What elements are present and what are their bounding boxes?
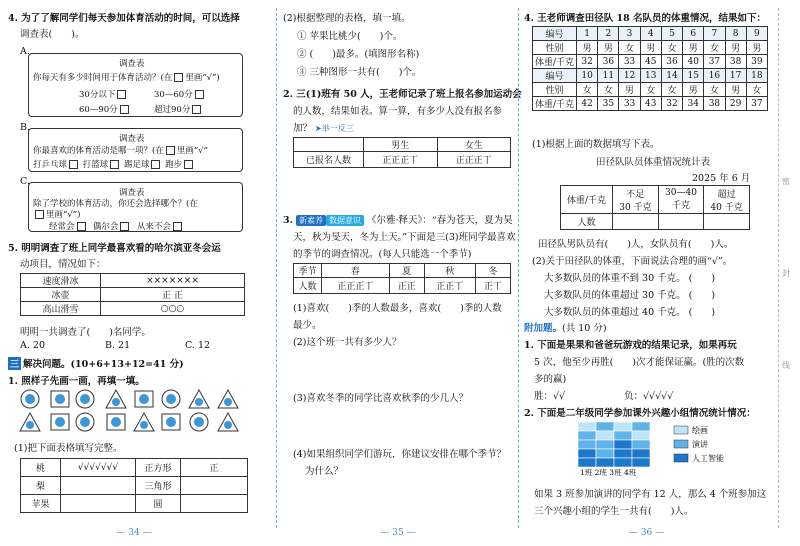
p2-line4: ③ 三种图形一共有( )个。 <box>297 67 422 78</box>
section-3-heading: 三 解决问题。(10+6+13+12=41 分) <box>10 359 184 370</box>
b2: 2. 下面是二年级同学参加课外兴趣小组情况统计情况： <box>524 408 756 419</box>
q5-ask: 明明一共调查了( )名同学。 <box>20 327 151 338</box>
survey-c-options: 经常会 偶尔会 从来不会 <box>49 220 184 232</box>
q3-line1: 3. 新素养 数据意识 《尔雅·释天》：“春为苍天，夏为昊 <box>283 215 513 226</box>
legend-painting: 绘画 <box>692 426 708 435</box>
b1-line3: 多的赢) <box>534 374 567 385</box>
grid-cell <box>596 431 614 440</box>
p2-line1: (2)根据整理的表格，填一填。 <box>283 13 411 24</box>
q3-sub4b: 为什么？ <box>305 466 344 477</box>
b2-line1: 如果 3 班参加演讲的同学有 12 人，那么 4 个班参加这 <box>534 489 767 500</box>
q5-choice-a: A. 20 <box>20 340 45 351</box>
grid-cell <box>578 422 596 431</box>
class-labels: 1班 2班 3班 4班 <box>580 468 637 477</box>
q4-line2: 调查表( )。 <box>20 29 85 40</box>
s2: (2)关于田径队的体重，下面说法合理的画“√”。 <box>532 256 733 267</box>
q5-choice-b: B. 21 <box>105 340 131 351</box>
bonus-heading: 附加题。(共 10 分) <box>524 323 607 334</box>
side-mark-1: 密 <box>782 177 790 186</box>
grid-cell <box>596 449 614 458</box>
shapes-row-2 <box>20 413 238 431</box>
grid-cell <box>632 431 650 440</box>
q5-table: 速度滑冰 ××××××× 冰壶 正 正 高山滑雪 ○○○ <box>20 273 245 316</box>
q5-line1: 5. 明明调查了班上同学最喜欢看的哈尔滨亚冬会运 <box>8 243 221 254</box>
grid-cell <box>596 440 614 449</box>
grid-cell <box>578 431 596 440</box>
s2b: 大多数队员的体重超过 30 千克。 ( ) <box>544 290 716 301</box>
grid-cell <box>632 440 650 449</box>
b1-line1: 1. 下面是果果和爸爸玩游戏的结果记录，如果再玩 <box>524 340 737 351</box>
p2-line3: ② ( )最多。(填图形名称) <box>297 49 420 60</box>
survey-c <box>28 182 243 232</box>
q4-line1: 4. 王老师调查田径队 18 名队员的体重情况，结果如下： <box>524 13 767 24</box>
survey-a-opt3: 60—90分 <box>79 103 131 115</box>
q1: 1. 照样子先画一画，再填一填。 <box>8 376 145 387</box>
grid-cell <box>614 431 632 440</box>
shapes-row-1 <box>21 390 238 408</box>
q5-line2: 动项目，情况如下： <box>20 259 106 270</box>
q3-line2: 天，秋为旻天，冬为上天。”下面是三(3)班同学最喜欢 <box>293 232 516 243</box>
interest-grid <box>578 422 650 467</box>
q3-sub3: (3)喜欢冬季的同学比喜欢秋季的少几人？ <box>293 393 468 404</box>
page-34 <box>0 0 268 546</box>
q3-sub2: (2)这个班一共有多少人？ <box>293 337 402 348</box>
survey-a-opt1: 30分以下 <box>79 88 128 100</box>
q2-line1: 2. 三(1)班有 50 人，王老师记录了班上报名参加运动会 <box>283 89 522 100</box>
survey-a <box>28 53 243 117</box>
side-mark-3: 线 <box>782 361 790 370</box>
page-number: — 35 — <box>380 528 416 538</box>
survey-c-question2: 里画“√”) <box>33 208 80 220</box>
shapes-figure <box>18 388 263 434</box>
survey-a-opt2: 30—60分 <box>154 88 206 100</box>
s2c: 大多数队员的体重超过 40 千克。 ( ) <box>544 307 716 318</box>
grid-cell <box>632 449 650 458</box>
q3-sub4a: (4)如果组织同学们游玩，你建议安排在哪个季节？ <box>293 449 506 460</box>
q3-sub1a: (1)喜欢( )季的人数最多，喜欢( )季的人数 <box>293 303 502 314</box>
q3-sub1b: 最少。 <box>293 320 322 331</box>
q1-sub1: (1)把下面表格填写完整。 <box>14 443 123 454</box>
legend-ai: 人工智能 <box>692 454 724 463</box>
b1-win: 胜：√√ <box>534 391 566 402</box>
q3-line3: 的季节的调查情况。(每人只能选一个季节) <box>293 249 472 260</box>
option-a-label: A. <box>20 46 30 57</box>
q4-line1: 4. 为了了解同学们每天参加体育活动的时间，可以选择 <box>8 13 240 24</box>
column-divider <box>276 8 277 528</box>
grid-cell <box>578 458 596 467</box>
stat-date: 2025 年 6 月 <box>692 173 751 184</box>
interest-group-figure <box>564 420 764 478</box>
grid-cell <box>632 458 650 467</box>
grid-cell <box>614 458 632 467</box>
survey-a-opt4: 超过90分 <box>154 103 203 115</box>
survey-b <box>28 128 243 172</box>
page-36 <box>524 0 769 546</box>
legend-swatch-painting <box>674 426 688 434</box>
q2-table: 男生 女生 已报名人数 正正正丅 正正正丅 <box>293 137 511 168</box>
survey-title: 调查表 <box>119 188 145 198</box>
grid-cell <box>578 449 596 458</box>
survey-b-question: 你最喜欢的体育活动是哪一项？(在 里画“√” <box>33 146 208 156</box>
season-table: 季节 春 夏 秋 冬 人数 正正正丅 正正 正正丅 正丅 <box>293 263 511 294</box>
b1-line2: 5 次，他至少再胜( )次才能保证赢。(胜的次数 <box>534 357 745 368</box>
survey-a-question: 你每天有多少时间用于体育活动？(在 里画“√”) <box>33 73 220 83</box>
b2-line2: 三个兴趣小组的学生一共有( )人。 <box>534 506 694 517</box>
page-number: — 34 — <box>116 528 152 538</box>
legend-speech: 演讲 <box>692 440 708 449</box>
p2-line2: ① 苹果比桃少( )个。 <box>297 31 403 42</box>
legend-swatch-ai <box>674 454 688 462</box>
legend-swatch-speech <box>674 440 688 448</box>
q2-line2: 的人数，结果如表。算一算，有多少人没有报名参 <box>293 106 503 117</box>
weight-table-1: 编号 1 2 3 4 5 6 7 8 9 性别 男 男 女 男 女 男 女 男 男 体重/千克 32 36 33 45 36 40 37 38 39 编号 10 11 12 13 14 15 16 17 18 性别 女 女 男 女 女 男 女 男 女 体重/千克 42 35 33 43 32 34 38 29 37 <box>532 26 768 111</box>
grid-cell <box>596 422 614 431</box>
b1-lose: 负：√√√√√ <box>624 391 674 402</box>
survey-c-question: 除了学校的体育活动，你还会选择哪个？(在 <box>33 199 198 209</box>
s1: (1)根据上面的数据填写下表。 <box>532 139 660 150</box>
survey-title: 调查表 <box>119 59 145 69</box>
s1b: 田径队男队员有( )人，女队员有( )人。 <box>538 239 734 250</box>
grid-cell <box>614 422 632 431</box>
option-c-label: C. <box>20 176 30 187</box>
q5-choice-c: C. 12 <box>185 340 211 351</box>
grid-cell <box>614 449 632 458</box>
grid-cell <box>596 458 614 467</box>
grid-cell <box>578 440 596 449</box>
column-divider <box>518 8 519 528</box>
stat-title: 田径队队员体重情况统计表 <box>596 157 711 168</box>
side-mark-2: 封 <box>782 269 790 278</box>
survey-title: 调查表 <box>119 134 145 144</box>
page-35 <box>283 0 522 546</box>
option-b-label: B. <box>20 122 31 133</box>
page-number: — 36 — <box>628 528 665 538</box>
binding-line <box>778 8 779 528</box>
survey-b-options: 打乒乓球 打篮球 踢足球 跑步 <box>33 158 195 170</box>
q2-line3: 加？ ➤举一反三 <box>293 123 354 134</box>
grid-cell <box>614 440 632 449</box>
stat-table: 体重/千克 不足 30 千克 30—40 千克 超过 40 千克 人数 <box>560 185 750 230</box>
grid-cell <box>632 422 650 431</box>
tally-table: 桃 √√√√√√√ 正方形 正 梨 三角形 苹果 圆 <box>20 458 248 513</box>
s2a: 大多数队员的体重不到 30 千克。 ( ) <box>544 273 716 284</box>
